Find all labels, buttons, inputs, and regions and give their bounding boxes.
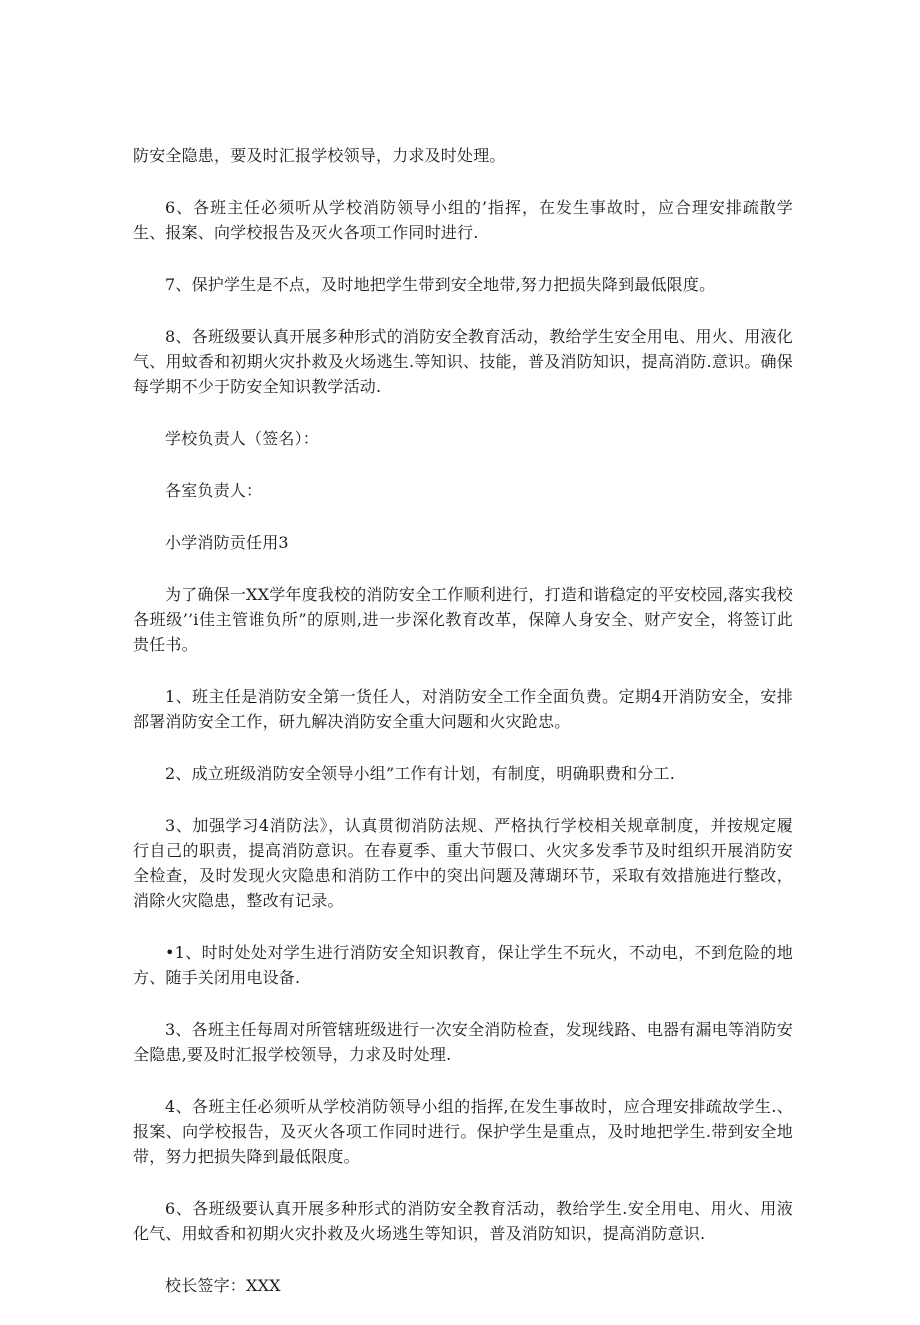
paragraph-item-3b: 3、各班主任每周对所管辖班级进行一次安全消防检查，发现线路、电器有漏电等消防安全隐患,要及时汇报学校领导，力求及时处理.	[133, 1020, 793, 1064]
intro-paragraph: 为了确保一XX学年度我校的消防安全工作顺利进行，打造和谐稳定的平安校园,落实我校各班级’’i佳主管谁负所”的原则,进一步深化教育改革，保障人身安全、财产安全，将签订此贵任书。	[133, 585, 793, 654]
paragraph-item-6b: 6、各班级要认真开展多种形式的消防安全教育活动，教给学生.安全用电、用火、用液化气、用蚊香和初期火灾扑救及火场逃生等知识，普及消防知识，提高消防意识.	[133, 1199, 793, 1243]
room-signature-line: 各室负责人：	[165, 481, 263, 500]
principal-signature-line: 校长签字：XXX	[165, 1276, 281, 1295]
document-body	[133, 143, 793, 1325]
paragraph-bullet-1: •1、时时处处对学生进行消防安全知识教育，保让学生不玩火，不动电，不到危险的地方、随手关闭用电设备.	[133, 943, 793, 987]
paragraph-item-8: 8、各班级要认真开展多种形式的消防安全教育活动，教给学生安全用电、用火、用液化气、用蚊香和初期火灾扑救及火场逃生.等知识、技能，普及消防知识，提高消防.意识。确保每学期不少于防安全知识教学活动.	[133, 327, 793, 396]
paragraph-item-4: 4、各班主任必须听从学校消防领导小组的指挥,在发生事故时，应合理安排疏故学生.、报案、向学校报告，及灭火各项工作同时进行。保护学生是重点，及时地把学生.带到安全地带，努力把损失降到最低限度。	[133, 1097, 793, 1166]
section-title: 小学消防贡任用3	[165, 533, 289, 552]
paragraph-item-1: 1、班主任是消防安全第一货任人，对消防安全工作全面负费。定期4开消防安全，安排部署消防安全工作，研九解决消防安全重大问题和火灾跄忠。	[133, 687, 793, 731]
paragraph-item-3: 3、加强学习4消防法》，认真贯彻消防法规、严格执行学校相关规章制度，并按规定履行自己的职责，提高消防意识。在春夏季、重大节假口、火灾多发季节及时组织开展消防安全检查，及时发现火灾隐患和消防工作中的突出问题及薄瑚环节，采取有效措施进行整改，消除火灾隐患，整改有记录。	[133, 816, 793, 910]
paragraph-continuation: 防安全隐患，要及时汇报学校领导，力求及时处理。	[133, 146, 506, 165]
paragraph-item-2: 2、成立班级消防安全领导小组”工作有计划，有制度，明确职费和分工.	[165, 764, 676, 783]
paragraph-item-7: 7、保护学生是不点，及时地把学生带到安全地带,努力把损失降到最低限度。	[165, 275, 716, 294]
paragraph-item-6: 6、各班主任必须听从学校消防领导小组的’指挥，在发生事故时，应合理安排疏散学生、报案、向学校报告及灭火各项工作同时进行.	[133, 198, 793, 242]
school-signature-line: 学校负责人（签名）：	[165, 429, 320, 448]
